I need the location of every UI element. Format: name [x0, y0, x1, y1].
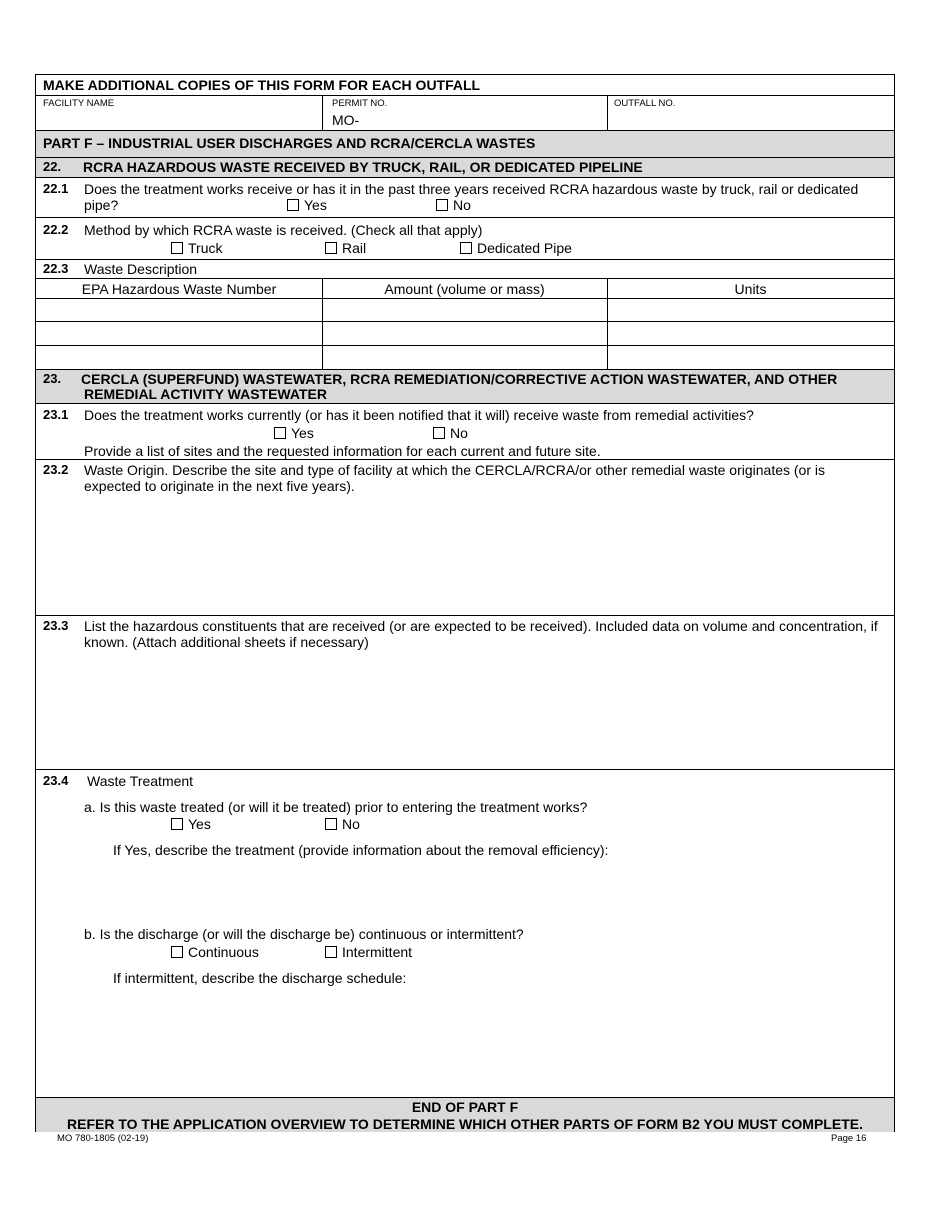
q23-2-text-cont: expected to originate in the next five years). [84, 478, 355, 494]
checkbox[interactable] [436, 199, 448, 211]
checkbox[interactable] [325, 946, 337, 958]
intermittent-option[interactable]: Intermittent [325, 944, 412, 960]
q23-4a-note: If Yes, describe the treatment (provide information about the removal efficiency): [113, 842, 609, 858]
table-row [36, 299, 894, 321]
table-row [36, 346, 894, 368]
q23-3-text: List the hazardous constituents that are received (or are expected to be received). Included data on volume and concentration, if [84, 618, 878, 634]
form-title: MAKE ADDITIONAL COPIES OF THIS FORM FOR EACH OUTFALL [43, 77, 481, 93]
table-cell[interactable] [38, 346, 320, 367]
permit-no-label: PERMIT NO. [332, 98, 388, 109]
table-cell[interactable] [609, 346, 892, 367]
col-header-epa-number: EPA Hazardous Waste Number [81, 281, 277, 297]
q22-1-text-cont: pipe? [84, 197, 119, 213]
table-cell[interactable] [38, 322, 320, 343]
q23-1-note: Provide a list of sites and the requested information for each current and future site. [84, 443, 601, 459]
table-cell[interactable] [324, 322, 605, 343]
table-cell[interactable] [324, 346, 605, 367]
permit-no-field[interactable]: MO- [332, 112, 360, 128]
q22-1-yes-option[interactable]: Yes [287, 197, 327, 213]
checkbox[interactable] [171, 242, 183, 254]
refer-instruction: REFER TO THE APPLICATION OVERVIEW TO DETERMINE WHICH OTHER PARTS OF FORM B2 YOU MUST COMPLETE. [67, 1116, 863, 1132]
q22-1-number: 22.1 [43, 181, 69, 196]
table-cell[interactable] [609, 322, 892, 343]
part-title: PART F – INDUSTRIAL USER DISCHARGES AND RCRA/CERCLA WASTES [43, 135, 536, 151]
section-23-number: 23. [43, 371, 62, 386]
section-22-title: RCRA HAZARDOUS WASTE RECEIVED BY TRUCK, RAIL, OR DEDICATED PIPELINE [83, 159, 643, 175]
page-number: Page 16 [831, 1133, 867, 1144]
section-23-title-cont: REMEDIAL ACTIVITY WASTEWATER [84, 386, 327, 402]
q22-3-text: Waste Description [84, 261, 198, 277]
outfall-no-label: OUTFALL NO. [614, 98, 676, 109]
rail-option[interactable]: Rail [325, 240, 366, 256]
col-header-amount: Amount (volume or mass) [384, 281, 545, 297]
q23-3-number: 23.3 [43, 618, 69, 633]
checkbox[interactable] [433, 427, 445, 439]
hazardous-constituents-field[interactable] [84, 653, 884, 765]
checkbox[interactable] [325, 242, 337, 254]
dedicated-pipe-option[interactable]: Dedicated Pipe [460, 240, 572, 256]
form-page [35, 74, 895, 1132]
checkbox[interactable] [460, 242, 472, 254]
q23-4b-note: If intermittent, describe the discharge schedule: [113, 970, 407, 986]
q22-1-text: Does the treatment works receive or has it in the past three years received RCRA hazardous waste by truck, rail or dedicated [84, 181, 859, 197]
section-23-title: CERCLA (SUPERFUND) WASTEWATER, RCRA REMEDIATION/CORRECTIVE ACTION WASTEWATER, AND OTHER [81, 371, 838, 387]
checkbox[interactable] [274, 427, 286, 439]
checkbox[interactable] [325, 818, 337, 830]
q23-4-text: Waste Treatment [87, 773, 194, 789]
q23-1-number: 23.1 [43, 407, 69, 422]
checkbox[interactable] [287, 199, 299, 211]
checkbox[interactable] [171, 946, 183, 958]
table-cell[interactable] [38, 299, 320, 320]
discharge-schedule-field[interactable] [113, 989, 883, 1089]
waste-origin-field[interactable] [84, 497, 884, 611]
end-of-part: END OF PART F [411, 1099, 519, 1115]
col-header-units: Units [734, 281, 767, 297]
section-22-number: 22. [43, 159, 62, 174]
truck-option[interactable]: Truck [171, 240, 222, 256]
checkbox[interactable] [171, 818, 183, 830]
q23-4a-no-option[interactable]: No [325, 816, 360, 832]
q23-1-text: Does the treatment works currently (or has it been notified that it will) receive waste from remedial activities? [84, 407, 754, 423]
q23-4-number: 23.4 [43, 773, 69, 788]
table-row [36, 322, 894, 344]
q23-2-number: 23.2 [43, 462, 69, 477]
facility-name-label: FACILITY NAME [43, 98, 115, 109]
q23-1-yes-option[interactable]: Yes [274, 425, 314, 441]
continuous-option[interactable]: Continuous [171, 944, 259, 960]
table-cell[interactable] [324, 299, 605, 320]
q23-4a-yes-option[interactable]: Yes [171, 816, 211, 832]
form-number: MO 780-1805 (02-19) [57, 1133, 149, 1144]
q23-3-text-cont: known. (Attach additional sheets if necessary) [84, 634, 369, 650]
q22-1-no-option[interactable]: No [436, 197, 471, 213]
q22-3-number: 22.3 [43, 261, 69, 276]
q22-2-text: Method by which RCRA waste is received. (Check all that apply) [84, 222, 483, 238]
outfall-no-field[interactable] [612, 111, 890, 128]
q23-4b-text: b. Is the discharge (or will the discharge be) continuous or intermittent? [84, 926, 524, 942]
facility-name-field[interactable] [42, 111, 317, 128]
q23-2-text: Waste Origin. Describe the site and type of facility at which the CERCLA/RCRA/or other remedial waste originates (or is [84, 462, 826, 478]
q23-4a-text: a. Is this waste treated (or will it be treated) prior to entering the treatment works? [84, 799, 588, 815]
treatment-description-field[interactable] [113, 861, 883, 921]
q23-1-no-option[interactable]: No [433, 425, 468, 441]
q22-2-number: 22.2 [43, 222, 69, 237]
table-cell[interactable] [609, 299, 892, 320]
